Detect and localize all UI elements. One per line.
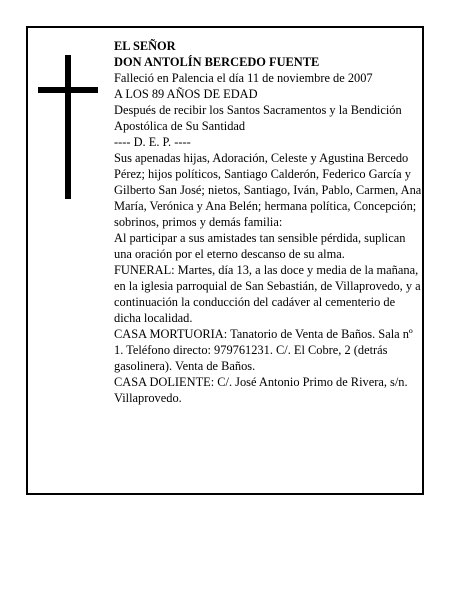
request-paragraph: Al participar a sus amistades tan sensible pérdida, suplican una oración por el eterno descanso de su alma. [114,231,406,261]
sacraments-paragraph: Después de recibir los Santos Sacramentos y la Bendición Apostólica de Su Santidad [114,103,402,133]
title-line-2: DON ANTOLÍN BERCEDO FUENTE [114,55,320,69]
cross-vertical-bar [65,55,71,199]
obituary-text [114,38,424,406]
age-line: A LOS 89 AÑOS DE EDAD [114,87,258,101]
doliente-paragraph: CASA DOLIENTE: C/. José Antonio Primo de Rivera, s/n. Villaprovedo. [114,375,408,405]
title-line-1: EL SEÑOR [114,39,176,53]
funeral-paragraph: FUNERAL: Martes, día 13, a las doce y media de la mañana, en la iglesia parroquial de San Sebastián, de Villaprovedo, y a continuación la conducción del cadáver al cementerio de dicha localidad. [114,263,421,325]
death-line: Falleció en Palencia el día 11 de noviembre de 2007 [114,71,373,85]
mortuoria-paragraph: CASA MORTUORIA: Tanatorio de Venta de Baños. Sala nº 1. Teléfono directo: 979761231. C/. El Cobre, 2 (detrás gasolinera). Venta de Baños. [114,327,413,373]
family-paragraph: Sus apenadas hijas, Adoración, Celeste y Agustina Bercedo Pérez; hijos políticos, Santiago Calderón, Federico García y Gilberto San José; nietos, Santiago, Iván, Pablo, Carmen, Ana María, Verónica y Ana Belén; hermana política, Concepción; sobrinos, primos y demás familia: [114,151,422,229]
cross-horizontal-bar [38,87,98,93]
dep-line: ---- D. E. P. ---- [114,135,191,149]
cross-icon [38,55,98,199]
